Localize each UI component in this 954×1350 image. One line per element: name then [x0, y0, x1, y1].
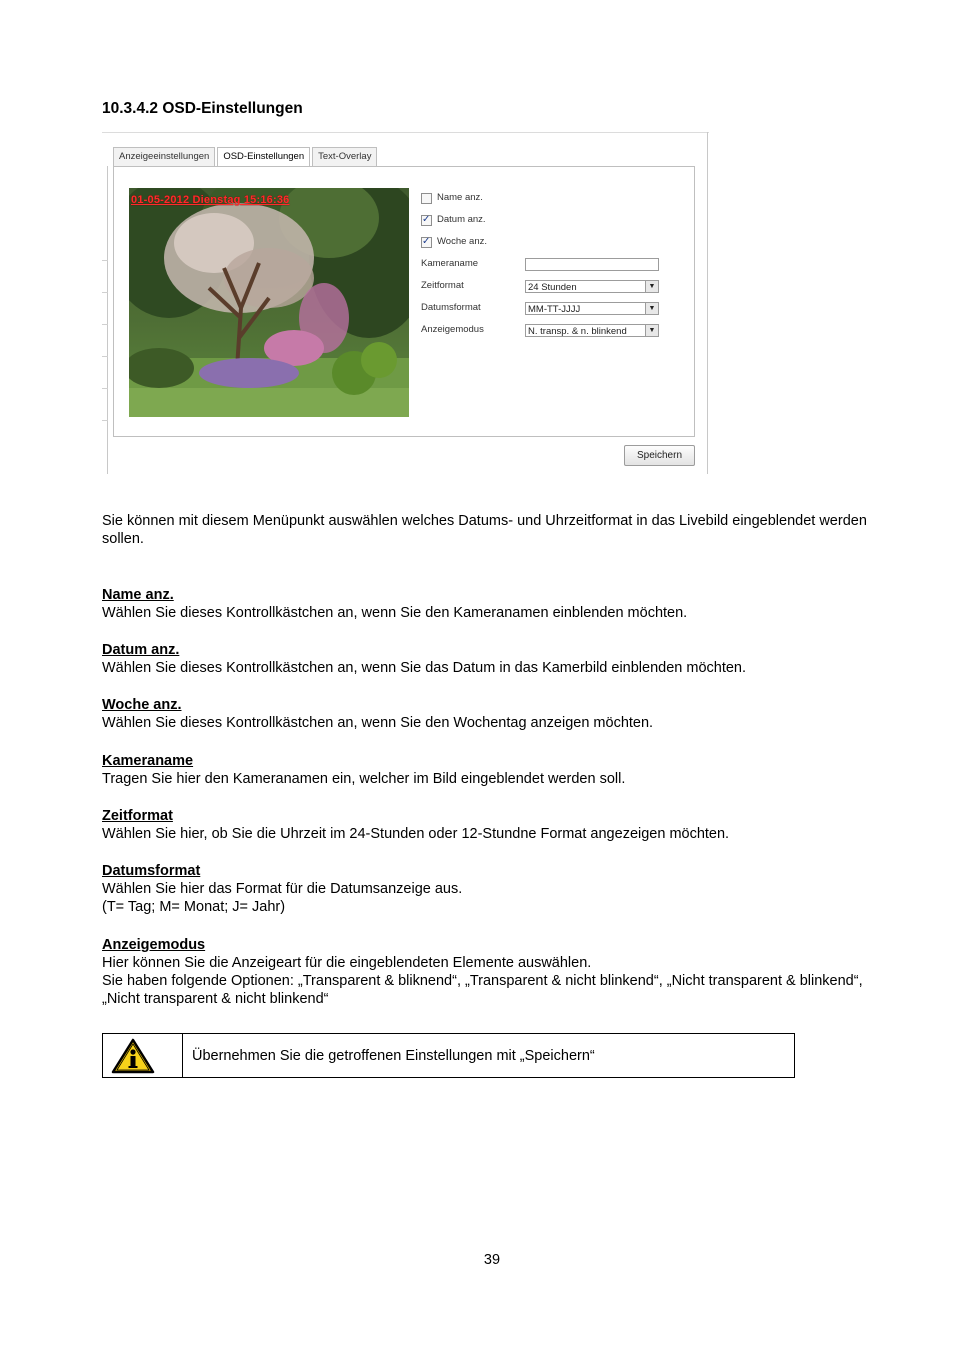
osd-settings-panel — [113, 166, 695, 437]
desc-zeitformat: Wählen Sie hier, ob Sie die Uhrzeit im 24-Stunden oder 12-Stundne Format angezeigen möchten. — [102, 826, 730, 842]
info-icon-cell — [103, 1034, 183, 1077]
anzeigemodus-select[interactable] — [525, 324, 659, 337]
section-anzeigemodus — [102, 936, 882, 1008]
term-kameraname: Kameraname — [102, 753, 194, 769]
datum-anz-label: Datum anz. — [437, 214, 486, 225]
desc-woche-anz: Wählen Sie dieses Kontrollkästchen an, wenn Sie den Wochentag anzeigen möchten. — [102, 715, 654, 731]
desc-name-anz: Wählen Sie dieses Kontrollkästchen an, wenn Sie den Kameranamen einblenden möchten. — [102, 605, 688, 621]
osd-settings-screenshot — [102, 132, 709, 474]
desc-datum-anz: Wählen Sie dieses Kontrollkästchen an, wenn Sie das Datum in das Kamerbild einblenden möchten. — [102, 660, 747, 676]
term-zeitformat: Zeitformat — [102, 808, 173, 824]
term-name-anz: Name anz. — [102, 587, 174, 603]
term-anzeigemodus: Anzeigemodus — [102, 937, 206, 953]
zeitformat-label: Zeitformat — [421, 280, 464, 291]
zeitformat-value: 24 Stunden — [528, 282, 577, 293]
anzeigemodus-value: N. transp. & n. blinkend — [528, 326, 627, 337]
desc-anzeigemodus-options: Sie haben folgende Optionen: „Transparent & bliknend“, „Transparent & nicht blinkend“, „Nicht transparent & blinkend“, „Nicht transparent & nicht blinkend“ — [102, 973, 863, 1007]
desc-datumsformat-legend: (T= Tag; M= Monat; J= Jahr) — [102, 899, 286, 915]
woche-anz-label: Woche anz. — [437, 236, 487, 247]
section-datumsformat — [102, 862, 882, 916]
kameraname-input[interactable] — [525, 258, 659, 271]
datumsformat-value: MM-TT-JJJJ — [528, 304, 581, 315]
tab-osd-einstellungen[interactable]: OSD-Einstellungen — [217, 147, 310, 167]
woche-anz-checkbox[interactable] — [421, 237, 432, 248]
desc-kameraname: Tragen Sie hier den Kameranamen ein, welcher im Bild eingeblendet werden soll. — [102, 771, 626, 787]
chevron-down-icon[interactable]: ▼ — [645, 325, 658, 336]
chevron-down-icon[interactable]: ▼ — [645, 281, 658, 292]
name-anz-checkbox[interactable] — [421, 193, 432, 204]
datumsformat-select[interactable] — [525, 302, 659, 315]
save-button[interactable]: Speichern — [624, 445, 695, 466]
page-number: 39 — [483, 1252, 501, 1268]
zeitformat-select[interactable] — [525, 280, 659, 293]
datum-anz-checkbox[interactable] — [421, 215, 432, 226]
intro-paragraph: Sie können mit diesem Menüpunkt auswählen welches Datums- und Uhrzeitformat in das Livebild eingeblendet werden sollen. — [102, 513, 867, 547]
chevron-down-icon[interactable]: ▼ — [645, 303, 658, 314]
section-heading: 10.3.4.2 OSD-Einstellungen — [102, 100, 303, 117]
section-zeitformat — [102, 807, 882, 843]
info-note-text: Übernehmen Sie die getroffenen Einstellungen mit „Speichern“ — [192, 1048, 595, 1064]
section-name-anz — [102, 586, 882, 622]
kameraname-label: Kameraname — [421, 258, 479, 269]
desc-anzeigemodus: Hier können Sie die Anzeigeart für die eingeblendeten Elemente auswählen. — [102, 955, 592, 971]
osd-date-overlay: 01-05-2012 Dienstag 15:16:36 — [131, 194, 290, 206]
desc-datumsformat: Wählen Sie hier das Format für die Datumsanzeige aus. — [102, 881, 463, 897]
section-woche-anz — [102, 696, 882, 732]
settings-tabs — [113, 147, 379, 166]
info-note-box — [102, 1033, 795, 1078]
name-anz-label: Name anz. — [437, 192, 483, 203]
anzeigemodus-label: Anzeigemodus — [421, 324, 484, 335]
section-datum-anz — [102, 641, 882, 677]
term-woche-anz: Woche anz. — [102, 697, 182, 713]
term-datumsformat: Datumsformat — [102, 863, 201, 879]
tab-anzeigeeinstellungen[interactable]: Anzeigeeinstellungen — [113, 147, 215, 166]
term-datum-anz: Datum anz. — [102, 642, 180, 658]
section-kameraname — [102, 752, 882, 788]
live-preview-image — [129, 188, 409, 417]
garden-scene-image — [129, 188, 409, 417]
warning-info-icon — [111, 1038, 155, 1074]
tab-text-overlay[interactable]: Text-Overlay — [312, 147, 377, 166]
datumsformat-label: Datumsformat — [421, 302, 481, 313]
